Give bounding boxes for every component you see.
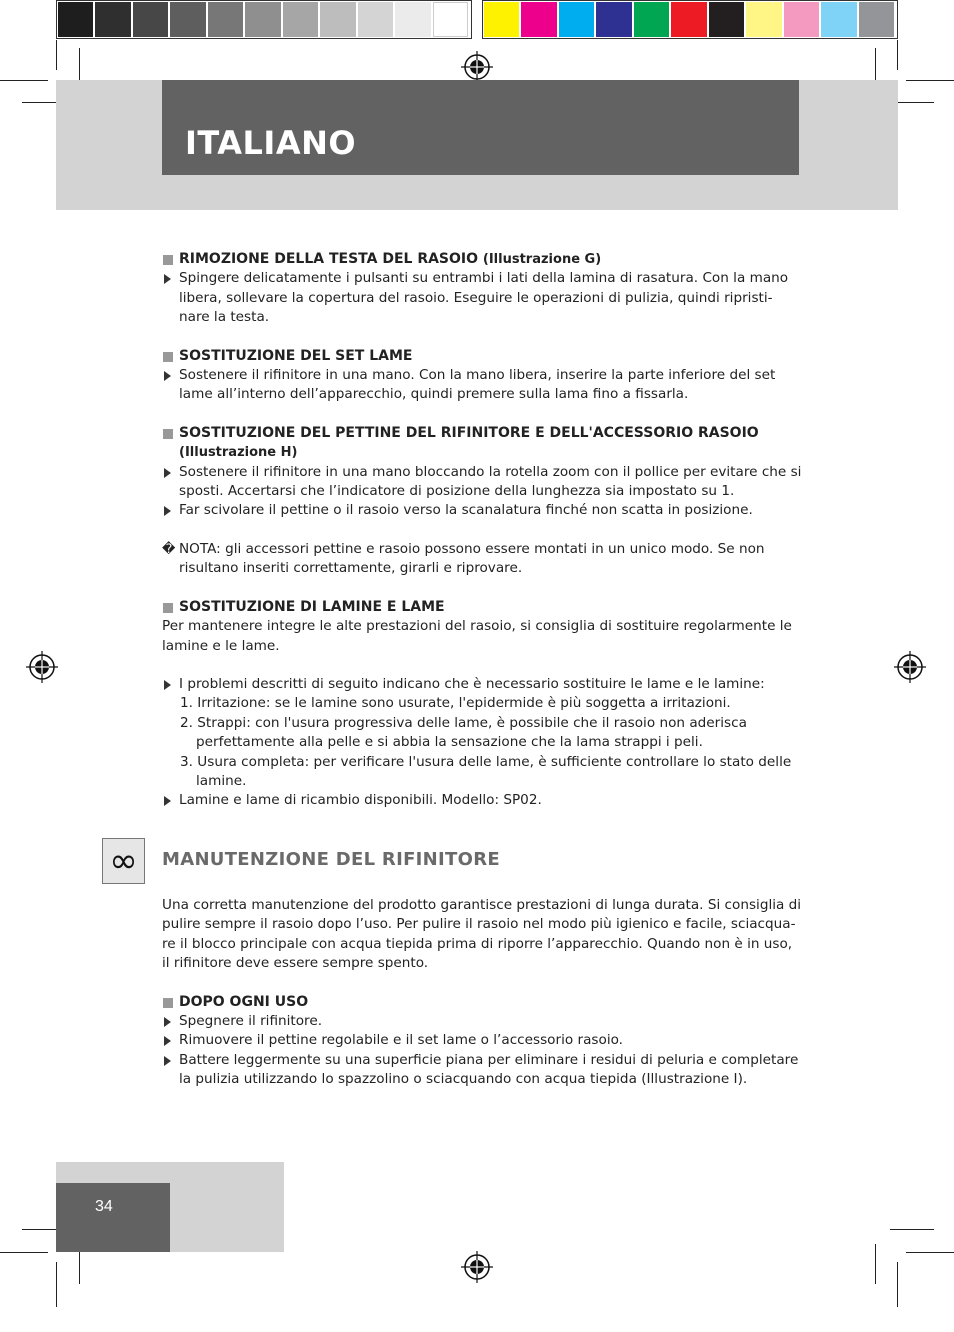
infinity-icon: ∞ [102, 838, 145, 884]
triangle-bullet-icon [164, 1017, 171, 1027]
color-swatch [821, 2, 856, 37]
gray-swatch [170, 2, 205, 37]
triangle-bullet-icon [164, 1056, 171, 1066]
page-number-box [56, 1183, 170, 1252]
section-title: MANUTENZIONE DEL RIFINITORE [162, 849, 500, 870]
bullet-item: Battere leggermente su una superficie piana per eliminare i residui di peluria e completare la pulizia utilizzando lo spazzolino o sciacquando con acqua tiepida (Illustrazione I). [162, 1051, 802, 1090]
content-column [162, 896, 802, 1090]
square-bullet-icon [163, 603, 173, 613]
square-bullet-icon [163, 998, 173, 1008]
bullet-item: Sostenere il rifinitore in una mano. Con la mano libera, inserire la parte inferiore del set lame all’interno dell’apparecchio, quindi premere sulla lama fino a fissarla. [162, 366, 802, 405]
warning-icon: � [162, 541, 176, 557]
crop-mark [0, 1252, 48, 1253]
bullet-item: Spingere delicatamente i pulsanti su entrambi i lati della lamina di rasatura. Con la mano libera, sollevare la copertura del rasoio. Eseguire le operazioni di pulizia, quindi ripristi-nare la testa. [162, 269, 802, 327]
gray-swatch [245, 2, 280, 37]
numbered-list [162, 694, 802, 791]
square-bullet-icon [163, 429, 173, 439]
square-bullet-icon [163, 255, 173, 265]
gray-swatch [283, 2, 318, 37]
crop-mark [897, 40, 898, 70]
crop-mark [906, 80, 954, 81]
triangle-bullet-icon [164, 796, 171, 806]
gray-swatch [358, 2, 393, 37]
square-bullet-icon [163, 352, 173, 362]
registration-mark-icon [461, 1251, 493, 1283]
triangle-bullet-icon [164, 371, 171, 381]
color-swatch [559, 2, 594, 37]
color-swatch [709, 2, 744, 37]
gray-swatch [95, 2, 130, 37]
color-swatch [596, 2, 631, 37]
gray-swatch [320, 2, 355, 37]
gray-swatch [208, 2, 243, 37]
triangle-bullet-icon [164, 468, 171, 478]
section-heading: SOSTITUZIONE DI LAMINE E LAME [162, 598, 802, 617]
triangle-bullet-icon [164, 1036, 171, 1046]
bullet-item: Lamine e lame di ricambio disponibili. Modello: SP02. [162, 791, 802, 810]
registration-mark-icon [894, 651, 926, 683]
color-swatch [634, 2, 669, 37]
bullet-item: Rimuovere il pettine regolabile e il set lame o l’accessorio rasoio. [162, 1031, 802, 1050]
color-swatch [484, 2, 519, 37]
gray-swatch [133, 2, 168, 37]
list-item: 3. Usura completa: per verificare l'usura delle lame, è sufficiente controllare lo stato delle lamine. [180, 753, 792, 789]
crop-mark [890, 1229, 934, 1230]
color-swatch [859, 2, 894, 37]
list-item: 2. Strappi: con l'usura progressiva delle lame, è possibile che il rasoio non aderisca perfettamente alla pelle e si abbia la sensazione che la lama strappi i peli. [180, 714, 747, 751]
page-number: 34 [95, 1198, 113, 1215]
section-heading: RIMOZIONE DELLA TESTA DEL RASOIO (Illustrazione G) [162, 250, 802, 269]
paragraph: Una corretta manutenzione del prodotto garantisce prestazioni di lunga durata. Si consiglia di pulire sempre il rasoio dopo l’uso. Per pulire il rasoio nel modo più igienico e facile, sciacqua-re il blocco principale con acqua tiepida prima di riporre l’apparecchio. Quando non è in uso, il rifinitore deve essere sempre spento. [162, 897, 802, 972]
crop-mark [897, 1262, 898, 1307]
bullet-item: Sostenere il rifinitore in una mano bloccando la rotella zoom con il pollice per evitare che si sposti. Accertarsi che l’indicatore di posizione della lunghezza sia impostato su 1. [162, 463, 802, 502]
gray-swatch [433, 2, 468, 37]
triangle-bullet-icon [164, 680, 171, 690]
color-swatch [521, 2, 556, 37]
paragraph: Per mantenere integre le alte prestazioni del rasoio, si consiglia di sostituire regolarmente le lamine e le lame. [162, 618, 792, 654]
gray-swatch [58, 2, 93, 37]
content-column [162, 250, 802, 811]
gray-swatch [395, 2, 430, 37]
registration-mark-icon [26, 651, 58, 683]
list-item: 1. Irritazione: se le lamine sono usurate, l'epidermide è più soggetta a irritazioni. [180, 695, 731, 712]
page-title: ITALIANO [185, 124, 357, 162]
crop-mark [56, 40, 57, 70]
crop-mark [0, 80, 48, 81]
color-swatch [671, 2, 706, 37]
triangle-bullet-icon [164, 274, 171, 284]
bullet-item: I problemi descritti di seguito indicano che è necessario sostituire le lame e le lamine: [162, 675, 802, 694]
color-swatch [746, 2, 781, 37]
section-heading: SOSTITUZIONE DEL SET LAME [162, 347, 802, 366]
section-heading: SOSTITUZIONE DEL PETTINE DEL RIFINITORE E DELL'ACCESSORIO RASOIO (Illustrazione H) [162, 424, 802, 463]
crop-mark [875, 1244, 876, 1284]
registration-mark-icon [461, 51, 493, 83]
bullet-item: Far scivolare il pettine o il rasoio verso la scanalatura finché non scatta in posizione. [162, 501, 802, 520]
note: � NOTA: gli accessori pettine e rasoio possono essere montati in un unico modo. Se non risultano inseriti correttamente, girarli e riprovare. [162, 540, 765, 577]
color-swatch [784, 2, 819, 37]
crop-mark [906, 1252, 954, 1253]
triangle-bullet-icon [164, 506, 171, 516]
bullet-item: Spegnere il rifinitore. [162, 1012, 802, 1031]
crop-mark [56, 1262, 57, 1307]
section-heading: DOPO OGNI USO [162, 993, 802, 1012]
